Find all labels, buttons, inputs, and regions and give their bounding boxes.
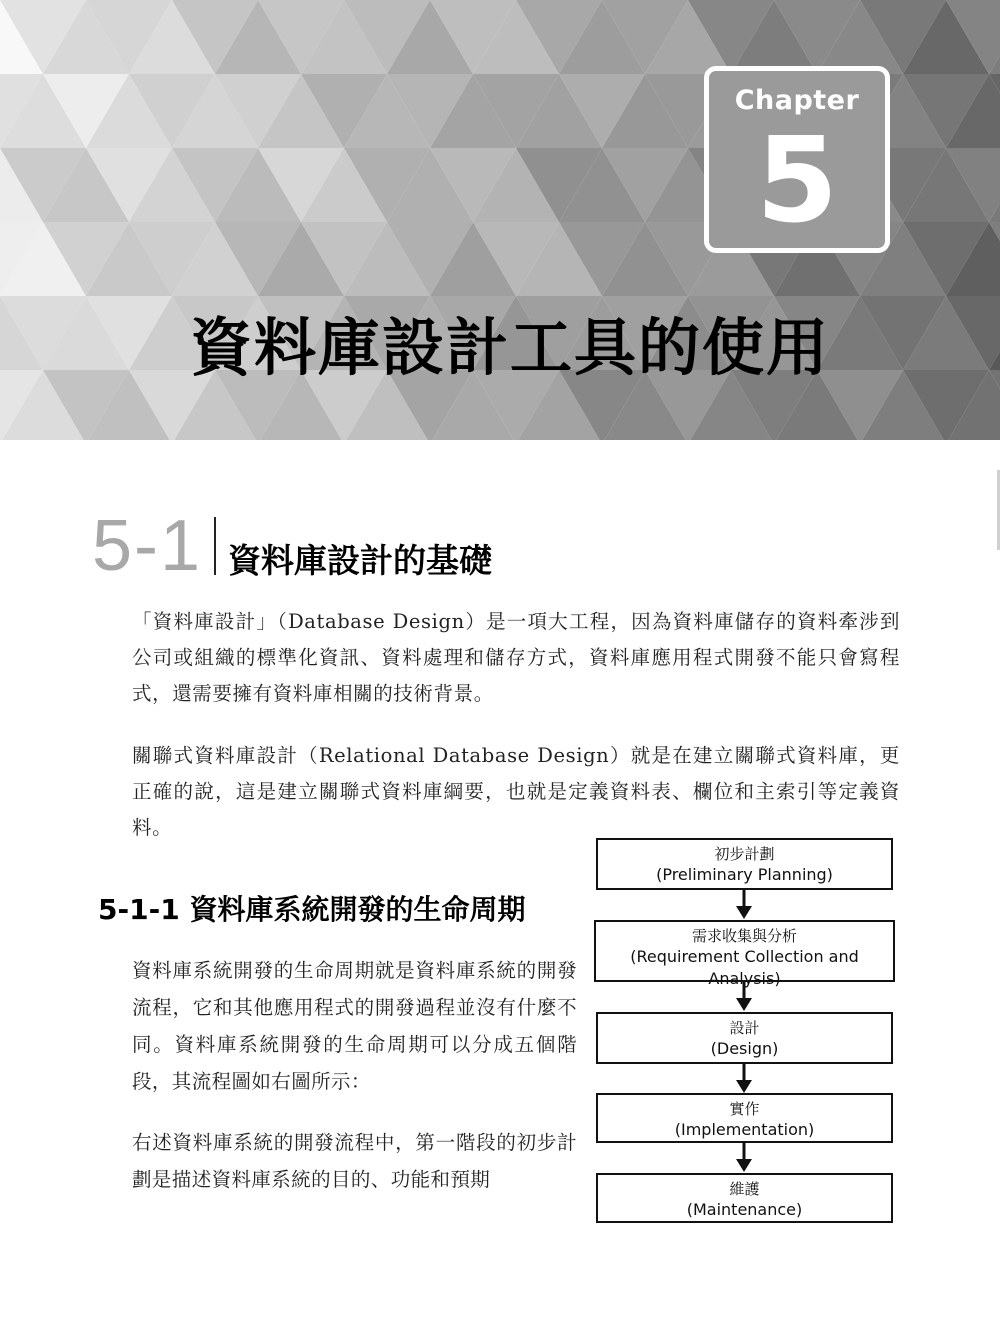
flow-step-label-zh: 初步計劃 (714, 845, 775, 863)
flow-arrow-icon (734, 1143, 754, 1173)
section-paragraph-1: 「資料庫設計」（Database Design）是一項大工程，因為資料庫儲存的資料牽涉到公司或組織的標準化資訊、資料處理和儲存方式，資料庫應用程式開發不能只會寫程式，還需要擁有資料庫相關的技術背景。 (132, 610, 900, 705)
flow-step-label-zh: 需求收集與分析 (691, 927, 797, 945)
chapter-number: 5 (755, 111, 839, 249)
flow-step-label-en: (Preliminary Planning) (656, 865, 833, 884)
flow-arrow-icon (734, 890, 754, 920)
flow-step-label-en: (Requirement Collection and Analysis) (630, 947, 859, 988)
flow-step-preliminary-planning (596, 838, 893, 890)
flow-step-label-zh: 實作 (729, 1100, 760, 1118)
subsection-paragraph-2: 右述資料庫系統的開發流程中，第一階段的初步計劃是描述資料庫系統的目的、功能和預期 (132, 1131, 577, 1191)
chapter-title: 資料庫設計工具的使用 (190, 311, 831, 384)
flow-step-label-en: (Design) (710, 1039, 779, 1058)
section-title: 資料庫設計的基礎 (228, 541, 492, 580)
flow-step-label-zh: 維護 (729, 1180, 760, 1198)
section-paragraph-2: 關聯式資料庫設計（Relational Database Design）就是在建立關聯式資料庫，更正確的說，這是建立關聯式資料庫綱要，也就是定義資料表、欄位和主索引等定義資料。 (132, 744, 900, 839)
flow-step-label-en: (Maintenance) (686, 1200, 803, 1219)
subsection-title: 5-1-1 資料庫系統開發的生命周期 (98, 893, 526, 926)
flow-step-requirement-analysis (594, 920, 895, 988)
chapter-label: Chapter (734, 85, 860, 116)
flow-step-label-zh: 設計 (729, 1019, 760, 1037)
flow-step-design (596, 1012, 893, 1064)
subsection-paragraph-1: 資料庫系統開發的生命周期就是資料庫系統的開發流程，它和其他應用程式的開發過程並沒有什麼不同。資料庫系統開發的生命周期可以分成五個階段，其流程圖如右圖所示： (132, 959, 577, 1093)
section-divider (214, 517, 216, 575)
flow-step-label-en: (Implementation) (674, 1120, 815, 1139)
flow-step-implementation (596, 1093, 893, 1143)
section-number: 5-1 (92, 506, 203, 586)
flow-arrow-icon (734, 982, 754, 1012)
chapter-badge (704, 66, 890, 253)
flow-step-maintenance (596, 1173, 893, 1223)
flow-arrow-icon (734, 1064, 754, 1094)
